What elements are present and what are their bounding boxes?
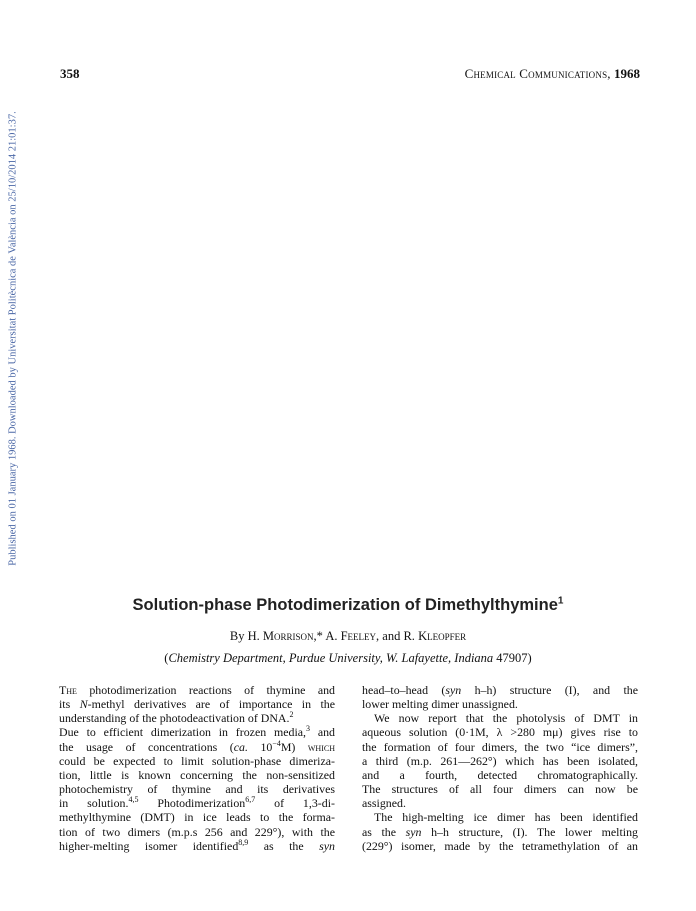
italic-syn: syn <box>319 838 335 853</box>
text-line <box>59 711 335 725</box>
line-text: photodimerization reactions of thymine and <box>89 683 335 697</box>
text-line: tion, little is known concerning the non-sensitized <box>59 767 335 782</box>
text-line: the formation of four dimers, the two “ice dimers”, <box>362 739 638 754</box>
line-text: Photodimerization <box>157 796 246 811</box>
line-text: as the <box>263 838 304 853</box>
line-text: as the <box>362 824 397 839</box>
text-line <box>59 839 335 853</box>
journal-running-head <box>465 66 640 82</box>
body-column-left <box>59 683 335 853</box>
article-title-text: Solution-phase Photodimerization of Dimethylthymine <box>132 596 558 614</box>
author-by: By H. <box>229 629 260 643</box>
journal-year: 1968 <box>614 66 640 81</box>
line-text: in solution. <box>59 796 129 811</box>
affiliation <box>0 651 696 666</box>
text-line <box>59 796 335 810</box>
article-title <box>0 596 696 615</box>
text-line <box>59 725 335 739</box>
line-text: h–h) structure (I), and the <box>474 683 638 697</box>
italic-n: N <box>79 697 88 712</box>
italic-syn: syn <box>405 824 422 839</box>
ref-sup: 2 <box>289 710 294 720</box>
line-text: 10 <box>260 739 273 754</box>
text-line: The structures of all four dimers can now be <box>362 782 638 797</box>
author-initial: A. <box>325 629 338 643</box>
line-text: the usage of concentrations ( <box>59 739 234 754</box>
italic-syn: syn <box>445 683 462 697</box>
title-footnote-ref: 1 <box>557 595 564 607</box>
line-text: of 1,3-di- <box>274 796 335 811</box>
body-column-right <box>362 683 638 853</box>
text-line <box>362 725 638 739</box>
ref-sup: 4,5 <box>128 795 139 805</box>
line-text: aqueous solution (0·1 <box>362 725 476 740</box>
drop-word: The <box>59 683 77 697</box>
exponent: −4 <box>272 738 281 748</box>
author-feeley: Feeley, <box>340 629 380 643</box>
author-line <box>0 629 696 644</box>
text-line <box>362 825 638 839</box>
line-text: M, <box>475 725 489 740</box>
line-text: M) which <box>280 739 335 754</box>
page-number: 358 <box>60 66 80 81</box>
line-text: understanding of the photodeactivation of DNA. <box>59 711 290 726</box>
author-morrison: Morrison, <box>262 629 317 643</box>
ref-sup: 3 <box>306 724 311 734</box>
affiliation-text: Chemistry Department, Purdue University, W. Lafayette, Indiana <box>168 651 494 665</box>
page-header <box>60 66 640 82</box>
affiliation-zip: 47907) <box>496 651 532 665</box>
download-notice <box>6 100 20 576</box>
line-text: -methyl derivatives are of importance in the <box>87 697 335 712</box>
italic-ca: ca. <box>233 739 248 754</box>
journal-name: Chemical Communications, <box>464 66 611 81</box>
text-line <box>59 697 335 711</box>
author-and: and R. <box>382 629 415 643</box>
line-text: λ >280 mμ) gives rise to <box>496 725 638 740</box>
ref-sup: 6,7 <box>245 795 256 805</box>
text-line: We now report that the photolysis of DMT in <box>374 711 638 726</box>
text-line: and a fourth, detected chromatographically. <box>362 767 638 782</box>
text-line: photochemistry of thymine and its derivatives <box>59 782 335 797</box>
line-text: its <box>59 697 71 712</box>
download-notice-text: Published on 01 January 1968. Downloaded by Universitat Politècnica de València on 25/10/2014 21:01:37. <box>7 110 19 566</box>
text-line: tion of two dimers (m.p.s 256 and 229°), with the <box>59 824 335 839</box>
text-line: The high-melting ice dimer has been identified <box>374 810 638 825</box>
text-line: a third (m.p. 261—262°) which has been isolated, <box>362 753 638 768</box>
ref-sup: 8,9 <box>238 837 249 847</box>
text-line: could be expected to limit solution-phase dimeriza- <box>59 753 335 768</box>
text-line: lower melting dimer unassigned. <box>362 697 518 712</box>
line-text: higher-melting isomer identified <box>59 838 239 853</box>
text-line <box>362 683 638 697</box>
line-text: Due to efficient dimerization in frozen media, <box>59 725 307 740</box>
text-line: methylthymine (DMT) in ice leads to the forma- <box>59 810 335 825</box>
text-line <box>59 683 335 697</box>
text-line: (229°) isomer, made by the tetramethylation of an <box>362 838 638 853</box>
affiliation-paren: ( <box>164 651 169 665</box>
text-line <box>59 740 335 754</box>
author-kleopfer: Kleopfer <box>418 629 467 643</box>
line-text: and <box>317 725 335 740</box>
line-text: head–to–head ( <box>362 683 446 697</box>
text-line: assigned. <box>362 796 406 811</box>
corresponding-star: * <box>316 629 323 643</box>
line-text: h–h structure, (I). The lower melting <box>431 824 638 839</box>
